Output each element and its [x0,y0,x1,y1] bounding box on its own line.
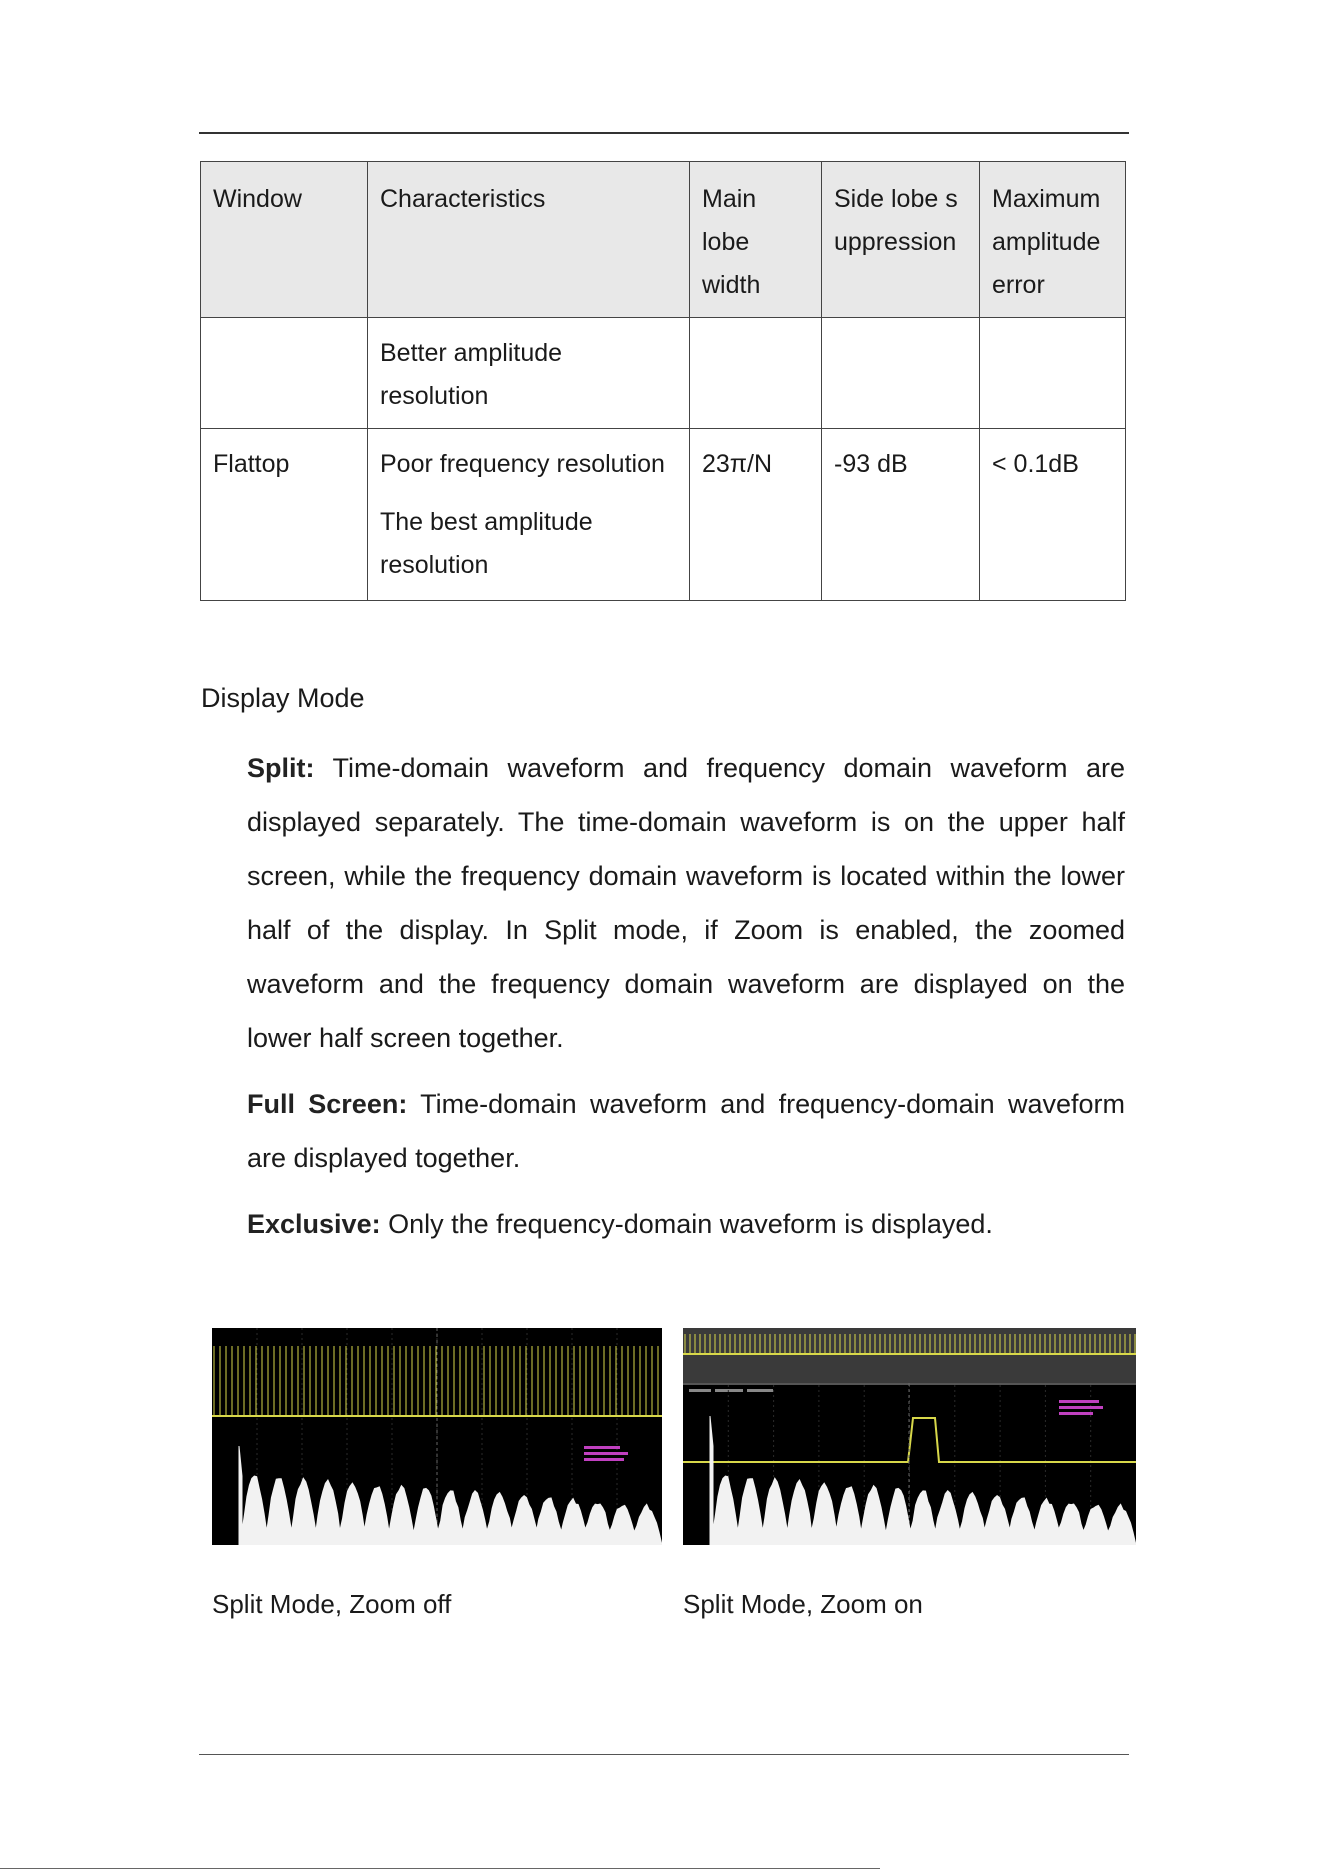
mode-description: Time-domain waveform and frequency domain waveform are displayed separately. The time-domain waveform is on the upper half screen, while the frequency domain waveform is located within the lower half of the display. In Split mode, if Zoom is enabled, the zoomed waveform and the frequency domain waveform are displayed on the lower half screen together. [247,753,1125,1053]
top-rule [199,132,1129,134]
figure-caption: Split Mode, Zoom off [212,1589,452,1619]
cell-side-lobe: -93 dB [822,429,980,601]
header-maximum-amplitude-error: Maximum amplitude error [980,162,1126,318]
cell-main-lobe [690,318,822,429]
bottom-rule [199,1754,1129,1755]
cell-side-lobe [822,318,980,429]
characteristic-text: Better amplitude resolution [380,339,563,410]
cell-window [201,318,368,429]
header-main-lobe-width: Main lobe width [690,162,822,318]
footer-rule [0,1868,880,1869]
mode-name: Exclusive: [247,1209,381,1239]
characteristic-text: Poor frequency resolution [380,450,665,478]
mode-description: Only the frequency-domain waveform is displayed. [388,1209,993,1239]
mode-name: Split: [247,753,315,783]
scope-screenshot-zoom-off [212,1328,662,1545]
cell-window: Flattop [201,429,368,601]
mode-name: Full Screen: [247,1089,408,1119]
mode-split [247,741,1125,1065]
zoom-info-bar [689,1389,773,1392]
header-characteristics: Characteristics [368,162,690,318]
cell-main-lobe: 23π/N [690,429,822,601]
table-row [201,318,1126,429]
scope-display [683,1328,1136,1545]
table-header-row [201,162,1126,318]
window-table [200,161,1126,601]
cell-characteristics [368,429,690,601]
scope-screenshot-zoom-on [683,1328,1136,1545]
mode-full-screen [247,1077,1125,1185]
mode-exclusive [247,1197,1125,1251]
characteristic-text: The best amplitude resolution [380,508,593,579]
header-side-lobe-suppression: Side lobe suppression [822,162,980,318]
mode-description: Time-domain waveform and frequency-domain waveform are displayed together. [247,1089,1126,1173]
cell-max-error [980,318,1126,429]
cell-characteristics [368,318,690,429]
table-row [201,429,1126,601]
figure-caption: Split Mode, Zoom on [683,1589,923,1619]
display-mode-list [247,741,1125,1263]
header-window: Window [201,162,368,318]
scope-display [212,1328,662,1545]
section-heading: Display Mode [201,683,365,713]
cell-max-error: < 0.1dB [980,429,1126,601]
